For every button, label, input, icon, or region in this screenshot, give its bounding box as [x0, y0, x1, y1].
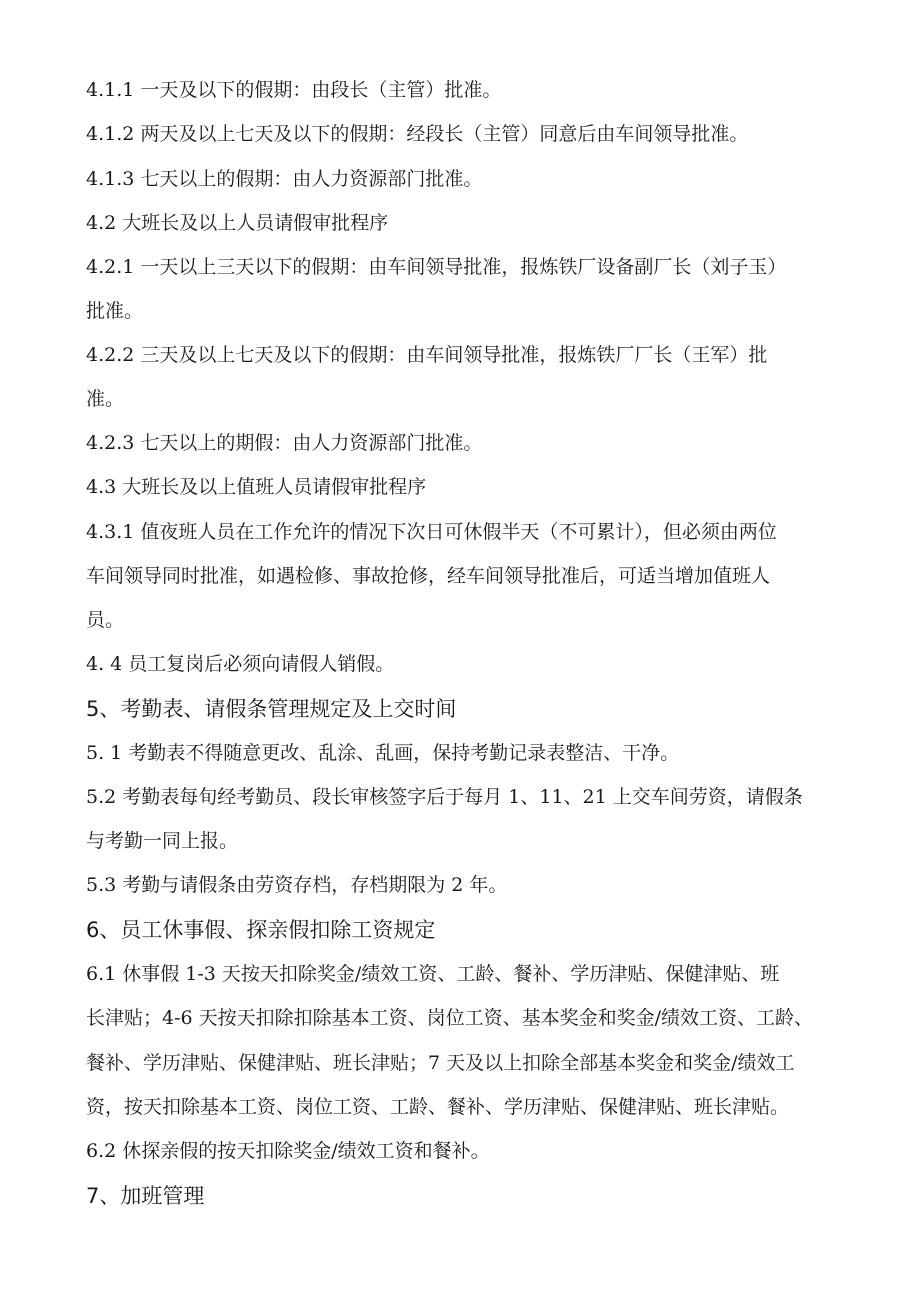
text-line: 资，按天扣除基本工资、岗位工资、工龄、餐补、学历津贴、保健津贴、班长津贴。	[86, 1096, 790, 1118]
text-line: 5.2 考勤表每旬经考勤员、段长审核签字后于每月 1、11、21 上交车间劳资，请假条	[86, 786, 803, 808]
text-line: 4.2.2 三天及以上七天及以下的假期：由车间领导批准，报炼铁厂厂长（王军）批	[86, 344, 768, 366]
section-heading: 4.3 大班长及以上值班人员请假审批程序	[86, 476, 427, 498]
text-line: 车间领导同时批准，如遇检修、事故抢修，经车间领导批准后，可适当增加值班人	[86, 565, 771, 587]
text-line: 4.1.3 七天以上的假期：由人力资源部门批准。	[86, 168, 483, 190]
text-line: 4.1.2 两天及以上七天及以下的假期：经段长（主管）同意后由车间领导批准。	[86, 123, 749, 145]
text-line: 4.2.1 一天以上三天以下的假期：由车间领导批准，报炼铁厂设备副厂长（刘子玉）	[86, 256, 787, 278]
text-line: 6.1 休事假 1-3 天按天扣除奖金/绩效工资、工龄、餐补、学历津贴、保健津贴、班	[86, 963, 780, 985]
text-line: 批准。	[86, 300, 144, 322]
section-heading: 6、员工休事假、探亲假扣除工资规定	[86, 918, 436, 942]
text-line: 员。	[86, 609, 125, 631]
text-line: 5. 1 考勤表不得随意更改、乱涂、乱画，保持考勤记录表整洁、干净。	[86, 742, 680, 764]
section-heading: 5、考勤表、请假条管理规定及上交时间	[86, 697, 457, 721]
text-line: 与考勤一同上报。	[86, 830, 239, 852]
text-line: 长津贴；4-6 天按天扣除扣除基本工资、岗位工资、基本奖金和奖金/绩效工资、工龄、	[86, 1007, 814, 1029]
section-heading: 7、加班管理	[86, 1184, 205, 1208]
text-line: 5.3 考勤与请假条由劳资存档，存档期限为 2 年。	[86, 874, 508, 896]
text-line: 餐补、学历津贴、保健津贴、班长津贴；7 天及以上扣除全部基本奖金和奖金/绩效工	[86, 1052, 795, 1074]
text-line: 4. 4 员工复岗后必须向请假人销假。	[86, 653, 395, 675]
text-line: 6.2 休探亲假的按天扣除奖金/绩效工资和餐补。	[86, 1140, 490, 1162]
text-line: 准。	[86, 388, 125, 410]
text-line: 4.2.3 七天以上的期假：由人力资源部门批准。	[86, 432, 483, 454]
text-line: 4.3.1 值夜班人员在工作允许的情况下次日可休假半天（不可累计），但必须由两位	[86, 521, 777, 543]
section-heading: 4.2 大班长及以上人员请假审批程序	[86, 212, 389, 234]
text-line: 4.1.1 一天及以下的假期：由段长（主管）批准。	[86, 79, 502, 101]
